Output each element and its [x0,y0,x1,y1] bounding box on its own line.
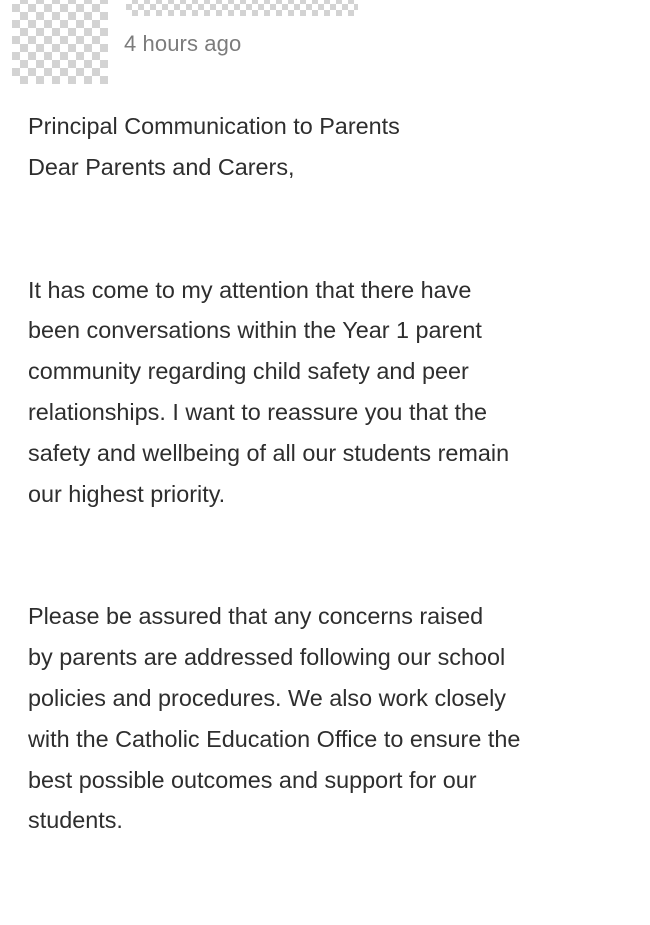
post-title: Principal Communication to Parents [28,113,400,139]
post-paragraph-1: It has come to my attention that there have been conversations within the Year 1 parent community regarding child safety and peer relationships. I want to reassure you that the safety and wellbeing of all our students remain our highest priority. [28,276,510,507]
paragraph-spacer [28,188,628,270]
post-timestamp[interactable]: 4 hours ago [124,31,242,56]
post-header [0,0,650,95]
author-name-redacted[interactable] [126,0,358,16]
post-body [28,106,628,841]
post-paragraph-2: Please be assured that any concerns raised by parents are addressed following our school policies and procedures. We also work closely with the Catholic Education Office to ensure the best possible outcomes and support for our students. [28,603,521,834]
post-greeting: Dear Parents and Carers, [28,153,295,180]
paragraph-spacer [28,514,628,596]
avatar[interactable] [12,0,108,84]
